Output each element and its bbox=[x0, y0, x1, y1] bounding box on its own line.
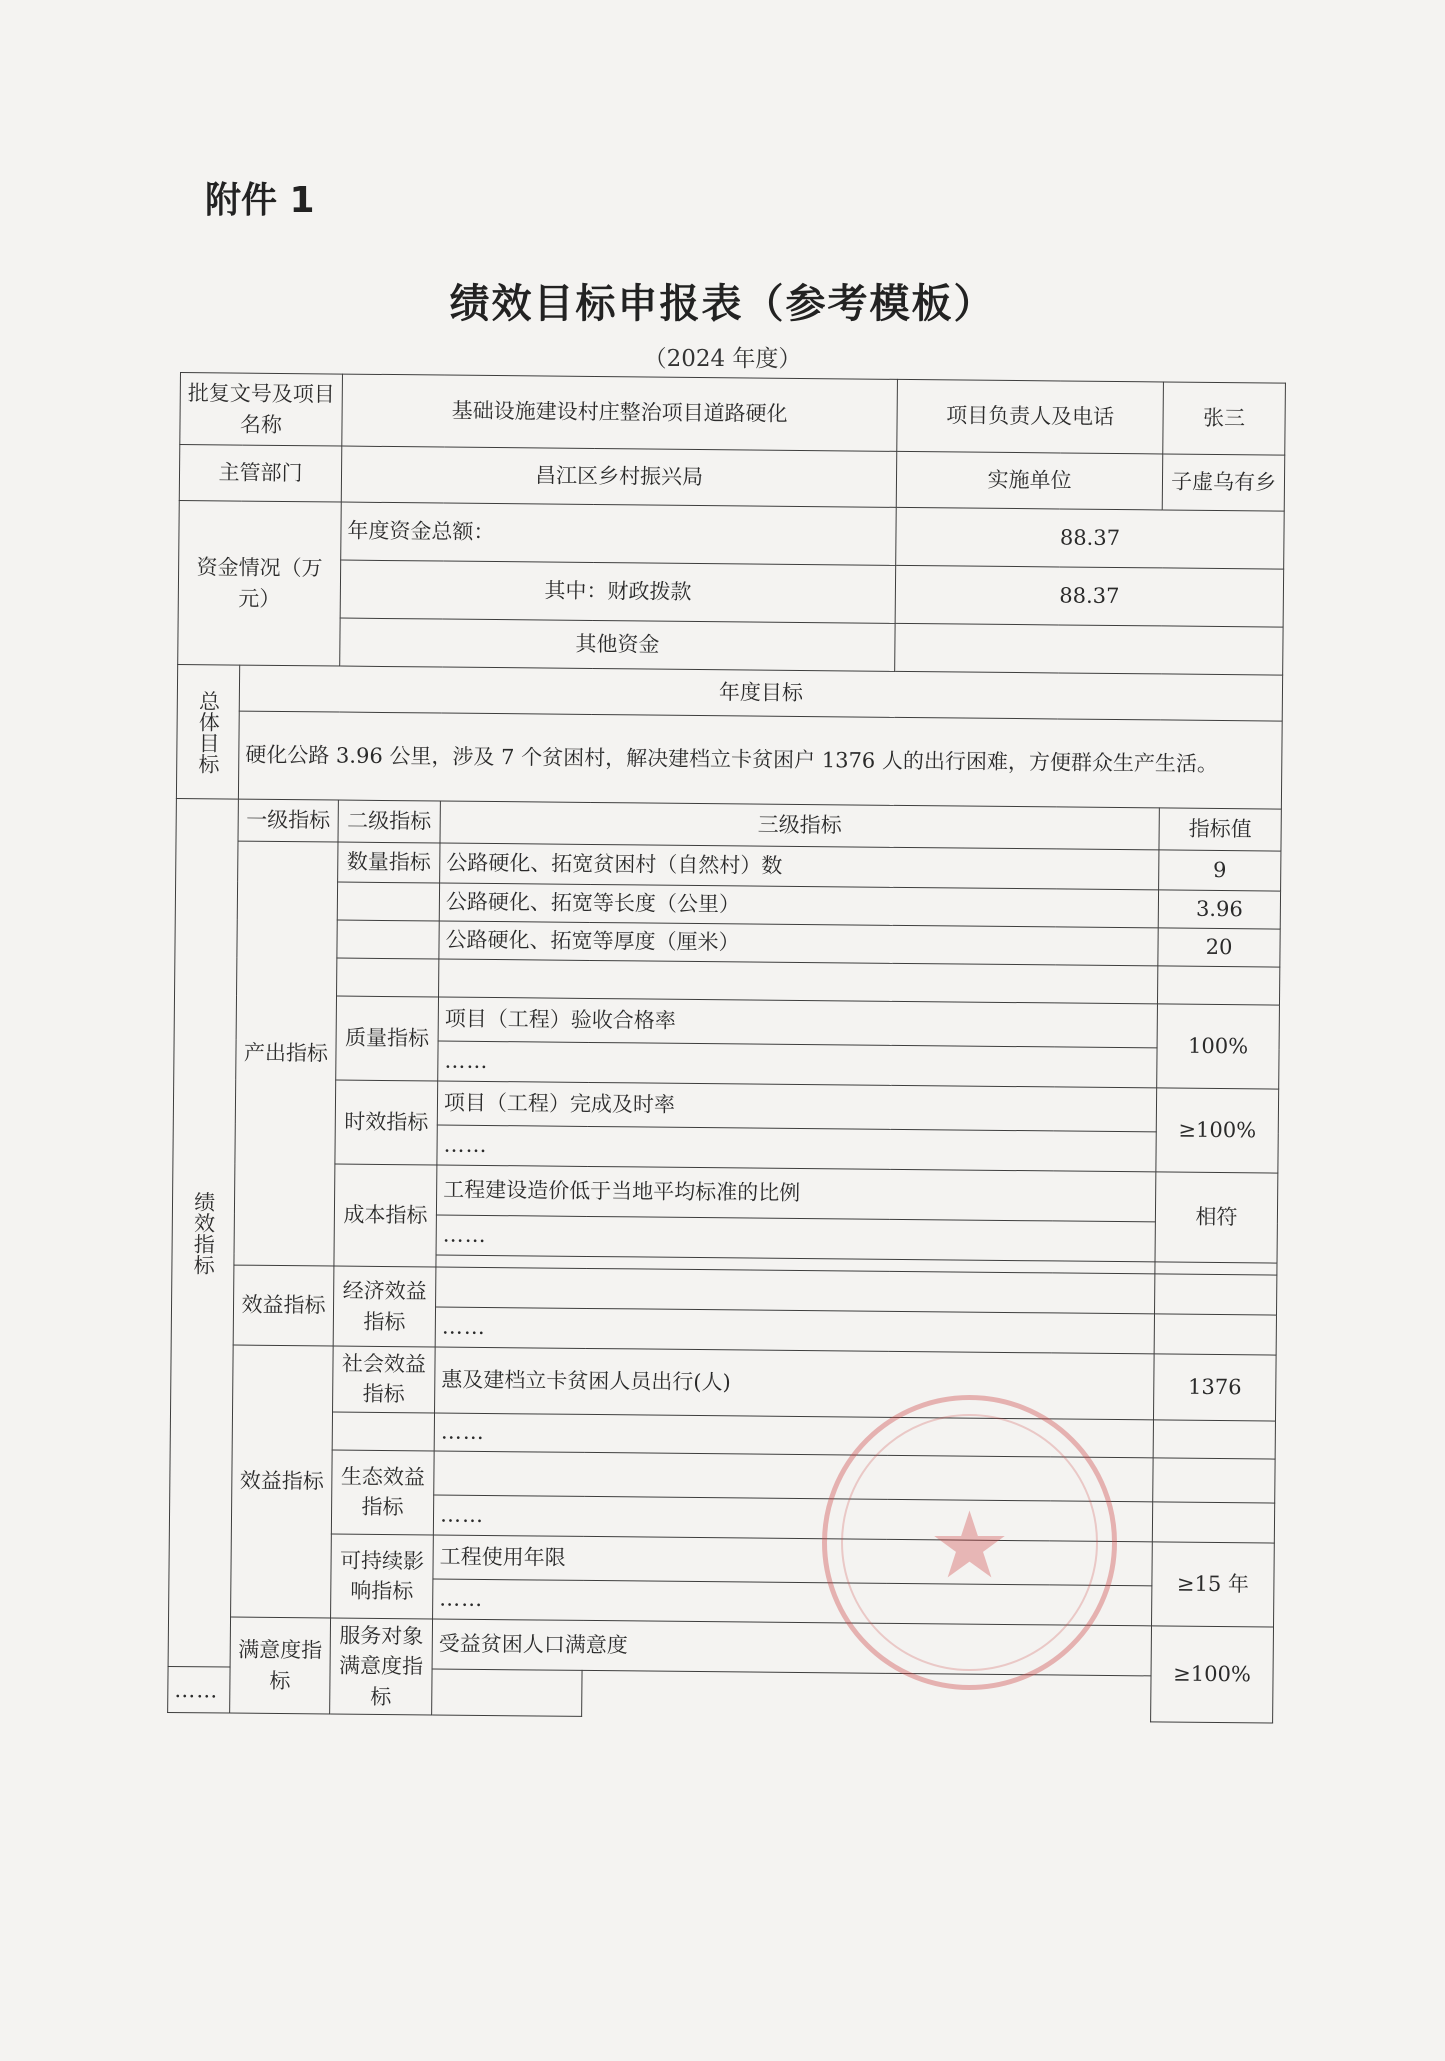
empty-cell bbox=[337, 882, 439, 921]
approval-doc-value: 基础设施建设村庄整治项目道路硬化 bbox=[342, 374, 898, 451]
empty-cell bbox=[1155, 1274, 1277, 1315]
indicator-value: 9 bbox=[1159, 850, 1281, 891]
department-value: 昌江区乡村振兴局 bbox=[341, 446, 897, 507]
implementing-unit-value: 子虚乌有乡 bbox=[1162, 454, 1285, 511]
overall-target-label: 总体目标 bbox=[176, 664, 239, 799]
cost-indicators-label: 成本指标 bbox=[334, 1164, 437, 1267]
indicator-name: 项目（工程）验收合格率 bbox=[438, 997, 1157, 1048]
ellipsis-row: …… bbox=[433, 1495, 1152, 1542]
performance-target-table bbox=[167, 372, 1286, 1724]
indicator-value: 相符 bbox=[1155, 1172, 1278, 1263]
economic-benefit-label: 经济效益指标 bbox=[333, 1266, 436, 1347]
annual-target-text: 硬化公路 3.96 公里，涉及 7 个贫困村，解决建档立卡贫困户 1376 人的出行困难，方便群众生产生活。 bbox=[238, 711, 1282, 809]
implementing-unit-label: 实施单位 bbox=[896, 451, 1163, 510]
ellipsis-row: …… bbox=[436, 1215, 1155, 1262]
benefit-indicators-label-2: 效益指标 bbox=[231, 1345, 334, 1618]
empty-cell bbox=[337, 958, 439, 997]
empty-cell bbox=[1153, 1420, 1275, 1459]
empty-cell bbox=[1153, 1458, 1275, 1503]
indicator-value: 3.96 bbox=[1158, 890, 1280, 929]
quantity-indicators-label: 数量指标 bbox=[338, 842, 440, 883]
timeliness-indicators-label: 时效指标 bbox=[335, 1080, 438, 1165]
indicator-value: ≥100% bbox=[1156, 1088, 1279, 1173]
indicator-name: 公路硬化、拓宽等长度（公里） bbox=[439, 883, 1158, 928]
level2-header: 二级指标 bbox=[338, 800, 440, 843]
level3-header: 三级指标 bbox=[440, 801, 1159, 850]
document-title: 绩效目标申报表（参考模板） bbox=[449, 281, 996, 327]
indicator-name: 工程使用年限 bbox=[433, 1535, 1152, 1586]
indicator-value-header: 指标值 bbox=[1159, 808, 1281, 851]
annual-target-label: 年度目标 bbox=[239, 665, 1282, 721]
project-leader-label: 项目负责人及电话 bbox=[897, 379, 1164, 454]
indicator-value: ≥100% bbox=[1151, 1626, 1274, 1723]
ellipsis-row: …… bbox=[437, 1125, 1156, 1172]
seal-star-icon: ★ bbox=[928, 1492, 1011, 1599]
indicator-name: 公路硬化、拓宽等厚度（厘米） bbox=[439, 921, 1158, 966]
department-label: 主管部门 bbox=[179, 445, 342, 503]
document-year: （2024 年度） bbox=[643, 346, 802, 372]
annual-funds-total-value: 88.37 bbox=[896, 507, 1285, 569]
ellipsis-row: …… bbox=[435, 1307, 1154, 1354]
indicator-name: 工程建设造价低于当地平均标准的比例 bbox=[436, 1165, 1155, 1222]
ecological-benefit-label: 生态效益指标 bbox=[331, 1450, 434, 1535]
indicator-value: 20 bbox=[1158, 928, 1280, 967]
social-benefit-label: 社会效益指标 bbox=[333, 1346, 436, 1413]
indicator-name: 项目（工程）完成及时率 bbox=[437, 1081, 1156, 1132]
empty-cell bbox=[434, 1451, 1153, 1502]
other-funds-value bbox=[895, 623, 1283, 675]
ellipsis-row: …… bbox=[433, 1579, 1152, 1626]
indicator-name: 受益贫困人口满意度 bbox=[432, 1619, 1151, 1676]
indicator-name: 惠及建档立卡贫困人员出行(人) bbox=[435, 1347, 1155, 1420]
ellipsis-row: …… bbox=[434, 1413, 1153, 1458]
indicator-value: ≥15 年 bbox=[1152, 1542, 1275, 1627]
empty-cell bbox=[436, 1267, 1155, 1314]
funds-label: 资金情况（万元） bbox=[178, 500, 342, 666]
ellipsis-row: …… bbox=[438, 1041, 1157, 1088]
other-funds-label: 其他资金 bbox=[340, 618, 895, 671]
indicator-value: 100% bbox=[1157, 1004, 1280, 1089]
quality-indicators-label: 质量指标 bbox=[336, 996, 439, 1081]
fiscal-allocation-value: 88.37 bbox=[895, 565, 1284, 627]
level1-header: 一级指标 bbox=[238, 799, 338, 842]
fiscal-allocation-label: 其中：财政拨款 bbox=[340, 560, 896, 623]
satisfaction-indicators-label: 满意度指标 bbox=[230, 1617, 331, 1714]
empty-cell bbox=[332, 1412, 434, 1451]
empty-cell bbox=[1152, 1502, 1274, 1543]
empty-cell bbox=[1157, 966, 1279, 1005]
approval-doc-label: 批复文号及项目名称 bbox=[180, 373, 343, 447]
annual-funds-total-label: 年度资金总额： bbox=[341, 502, 897, 565]
performance-indicators-label: 绩效指标 bbox=[168, 798, 238, 1667]
benefit-indicators-label: 效益指标 bbox=[233, 1265, 334, 1346]
output-indicators-label: 产出指标 bbox=[234, 841, 338, 1266]
empty-cell bbox=[337, 920, 439, 959]
indicator-name: 公路硬化、拓宽贫困村（自然村）数 bbox=[440, 843, 1159, 890]
attachment-label: 附件 1 bbox=[205, 180, 315, 221]
empty-cell bbox=[1154, 1314, 1276, 1355]
ellipsis-row: …… bbox=[168, 1667, 582, 1717]
indicator-value: 1376 bbox=[1154, 1354, 1277, 1421]
service-satisfaction-label: 服务对象满意度指标 bbox=[330, 1618, 433, 1715]
sustainable-impact-label: 可持续影响指标 bbox=[331, 1534, 434, 1619]
project-leader-value: 张三 bbox=[1163, 382, 1286, 455]
